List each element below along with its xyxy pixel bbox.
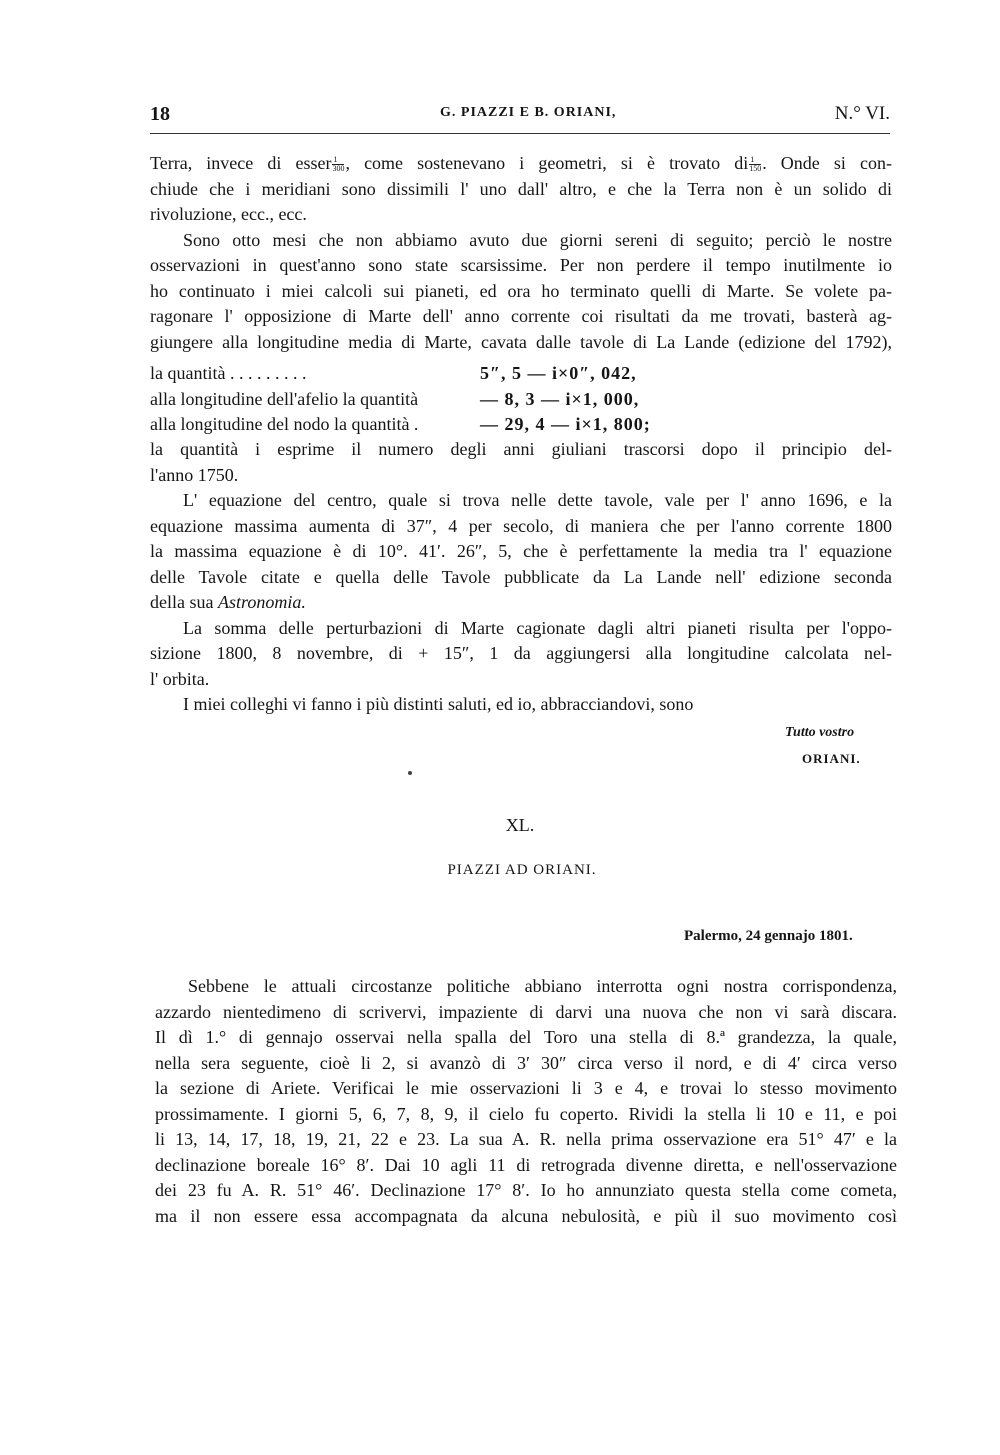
text-line: nella sera seguente, cioè li 2, si avanzò di 3′ 30″ circa verso il nord, e di 4′ circa verso bbox=[155, 1052, 897, 1073]
page-number: 18 bbox=[150, 103, 170, 125]
text-line: osservazioni in quest'anno sono state scarsissime. Per non perdere il tempo inutilmente io bbox=[150, 255, 892, 275]
text-line: chiude che i meridiani sono dissimili l' uno dall' altro, e che la Terra non è un solido di bbox=[150, 178, 892, 199]
ink-speck bbox=[408, 771, 412, 775]
fraction: $\frac{1}{300}$ bbox=[332, 155, 345, 174]
text-line: I miei colleghi vi fanno i più distinti saluti, ed io, abbracciandovi, sono bbox=[183, 694, 694, 714]
letter-oriani bbox=[150, 151, 892, 355]
text-line: l' orbita. bbox=[150, 668, 210, 689]
header-rule bbox=[150, 133, 890, 134]
text-line: l'anno 1750. bbox=[150, 464, 239, 485]
text-line: Terra, invece di esser $\frac{1}{300}$ , come sostenevano i geometri, si è trovato di $\frac{1}{150}$ . Onde si con- bbox=[150, 153, 892, 174]
text-line: ragonare l' opposizione di Marte dell' anno corrente coi risultati da me trovati, basterà ag- bbox=[150, 306, 892, 326]
text-line: ma il non essere essa accompagnata da alcuna nebulosità, e più il suo movimento così bbox=[155, 1205, 897, 1226]
text-line: la sezione di Ariete. Verificai le mie osservazioni li 3 e 4, e trovai lo stesso movimento bbox=[155, 1078, 897, 1098]
fraction: $\frac{1}{150}$ bbox=[749, 155, 762, 174]
quantity-table: la quantità . . . . . . . . . 5″, 5 — i×0″, 042, alla longitudine dell'afelio la quantità — 8, 3 — i×1, 000, alla longitudine del nodo la quantità . — 29, 4 — i×1, 800; bbox=[150, 363, 651, 434]
dateline: Palermo, 24 gennajo 1801. bbox=[684, 928, 853, 944]
section-title: PIAZZI AD ORIANI. bbox=[447, 862, 597, 878]
signature: ORIANI. bbox=[802, 751, 861, 766]
text-line: sizione 1800, 8 novembre, di + 15″, 1 da aggiungersi alla longitudine calcolata nel- bbox=[150, 643, 892, 663]
text-line: Sono otto mesi che non abbiamo avuto due giorni sereni di seguito; perciò le nostre bbox=[183, 229, 892, 250]
letter-oriani-cont bbox=[150, 437, 892, 718]
text-line: giungere alla longitudine media di Marte, cavata dalle tavole di La Lande (edizione del 1792), bbox=[150, 331, 892, 352]
closing: Tutto vostro bbox=[785, 725, 855, 740]
text-line: Il dì 1.° di gennajo osservai nella spalla del Toro una stella di 8.ª grandezza, la quale, bbox=[155, 1027, 897, 1047]
text-line: la massima equazione è di 10°. 41′. 26″, 5, che è perfettamente la media tra l' equazione bbox=[150, 541, 892, 561]
text-line: delle Tavole citate e quella delle Tavole pubblicate da La Lande nell' edizione seconda bbox=[150, 566, 892, 587]
text-line: ho continuato i miei calcoli sui pianeti, ed ora ho terminato quelli di Marte. Se volete pa- bbox=[150, 280, 892, 301]
section-heading: XL. bbox=[505, 815, 535, 835]
text-line: declinazione boreale 16° 8′. Dai 10 agli 11 di retrograda divenne diretta, e nell'osservazione bbox=[155, 1154, 897, 1175]
text-line: La somma delle perturbazioni di Marte cagionate dagli altri pianeti risulta per l'oppo- bbox=[183, 617, 892, 638]
text-line: Sebbene le attuali circostanze politiche abbiano interrotta ogni nostra corrispondenza, bbox=[188, 976, 897, 996]
text-line: rivoluzione, ecc., ecc. bbox=[150, 204, 307, 224]
letter-piazzi bbox=[155, 974, 897, 1229]
text-line: prossimamente. I giorni 5, 6, 7, 8, 9, il cielo fu coperto. Rividi la stella li 10 e 11, e poi bbox=[155, 1103, 897, 1124]
text-line: li 13, 14, 17, 18, 19, 21, 22 e 23. La sua A. R. nella prima osservazione era 51° 47′ e la bbox=[155, 1129, 897, 1149]
page-header bbox=[150, 103, 890, 129]
text-line: equazione massima aumenta di 37″, 4 per secolo, di maniera che per l'anno corrente 1800 bbox=[150, 515, 892, 536]
text-line: dei 23 fu A. R. 51° 46′. Declinazione 17° 8′. Io ho annunziato questa stella come cometa, bbox=[155, 1180, 897, 1200]
text-line: della sua Astronomia. bbox=[150, 592, 306, 612]
section-number: N.° VI. bbox=[834, 103, 890, 124]
text-line: L' equazione del centro, quale si trova nelle dette tavole, vale per l' anno 1696, e la bbox=[183, 490, 892, 510]
running-title: G. PIAZZI E B. ORIANI, bbox=[440, 105, 617, 120]
text-line: azzardo nientedimeno di scrivervi, impaziente di darvi una nuova che non vi sarà discara. bbox=[155, 1001, 897, 1022]
text-line: la quantità i esprime il numero degli anni giuliani trascorsi dopo il principio del- bbox=[150, 439, 892, 459]
